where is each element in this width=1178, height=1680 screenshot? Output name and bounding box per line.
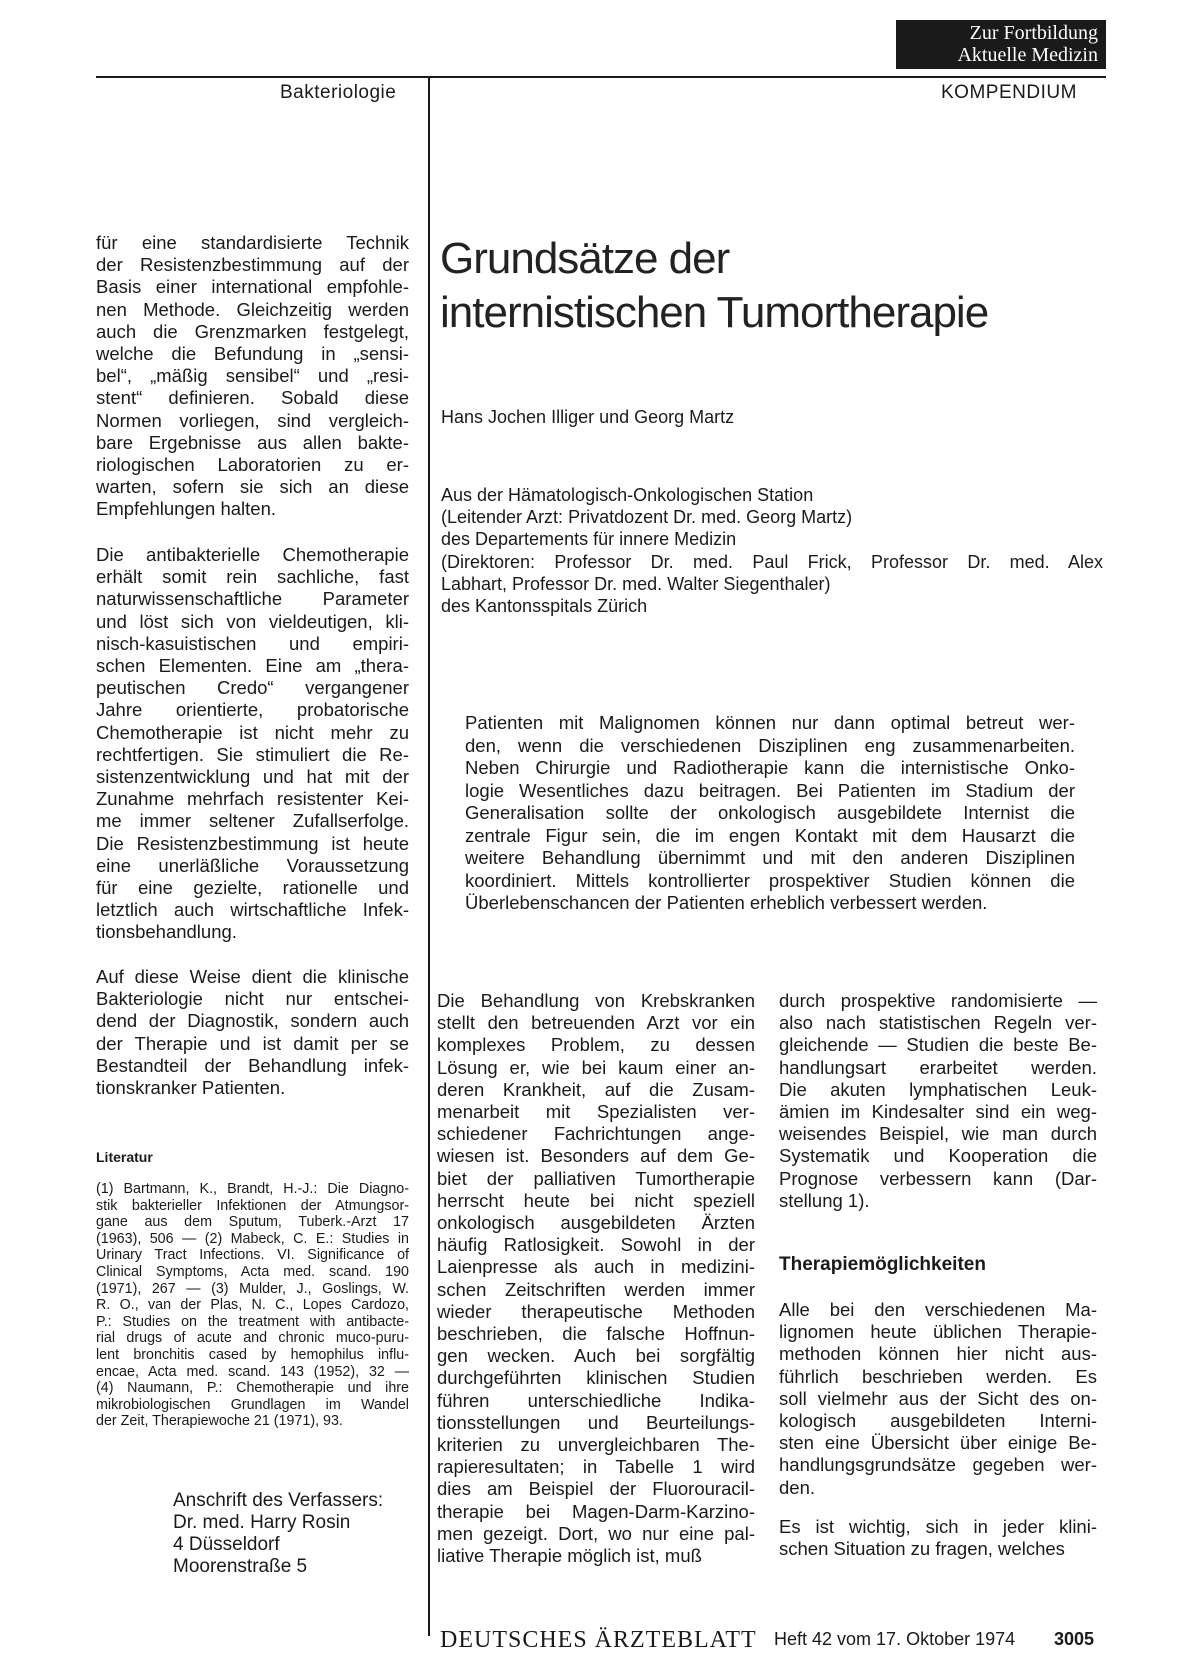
literature-line: (1963), 506 — (2) Mabeck, C. E.: Studies in xyxy=(96,1230,409,1247)
footer-page-number: 3005 xyxy=(1054,1629,1095,1649)
literature-line: mikrobiologischen Grundlagen im Wandel xyxy=(96,1396,409,1413)
affiliation-line: Aus der Hämatologisch-Onkologischen Station xyxy=(441,485,814,505)
left-paragraph-2 xyxy=(96,544,409,944)
literature-line: (4) Naumann, P.: Chemotherapie und ihre xyxy=(96,1380,409,1397)
left-paragraph-1 xyxy=(96,232,409,521)
footer-journal: DEUTSCHES ÄRZTEBLATT xyxy=(440,1627,757,1653)
text-line: den. xyxy=(779,1476,816,1498)
abstract-line: Generalisation sollte der onkologisch ausgebildete Internist die xyxy=(465,802,1075,823)
badge-line-2: Aktuelle Medizin xyxy=(957,44,1098,66)
column-divider xyxy=(428,76,430,1636)
text-line: Laienpresse als auch in medizini- xyxy=(437,1256,755,1278)
body-column-3-para-2 xyxy=(779,1299,1097,1499)
literature-line: Urinary Tract Infections. VI. Significance of xyxy=(96,1247,409,1264)
text-line: kologisch ausgebildeten Interni- xyxy=(779,1410,1097,1432)
text-line: durchgeführten klinischen Studien xyxy=(437,1367,755,1389)
text-line: therapie bei Magen-Darm-Karzino- xyxy=(437,1500,755,1522)
text-line: auch die Grenzmarken festgelegt, xyxy=(96,320,409,342)
abstract-line: den, wenn die verschiedenen Disziplinen eng zusammenarbeiten. xyxy=(465,734,1075,756)
text-line: herrscht heute bei nicht speziell xyxy=(437,1189,755,1211)
text-line: für eine standardisierte Technik xyxy=(96,232,409,253)
badge-line-1: Zur Fortbildung xyxy=(969,22,1098,44)
text-line: der Therapie und ist damit per se xyxy=(96,1032,409,1054)
affiliation-line: (Direktoren: Professor Dr. med. Paul Frick, Professor Dr. med. Alex xyxy=(441,551,1103,572)
text-line: Prognose verbessern kann (Dar- xyxy=(779,1167,1097,1189)
literature-line: lent bronchitis cased by hemophilus influ- xyxy=(96,1346,409,1363)
text-line: Die akuten lymphatischen Leuk- xyxy=(779,1078,1097,1100)
affiliation-line: (Leitender Arzt: Privatdozent Dr. med. Georg Martz) xyxy=(441,507,853,528)
text-line: nen Methode. Gleichzeitig werden xyxy=(96,298,409,320)
literature-line: rial drugs of acute and chronic muco-puru- xyxy=(96,1330,409,1347)
abstract-line: Überlebenschancen der Patienten erheblich verbessert werden. xyxy=(465,892,988,913)
text-line: bare Ergebnisse aus allen bakte- xyxy=(96,431,409,453)
text-line: Jahre orientierte, probatorische xyxy=(96,699,409,721)
text-line: erhält somit rein sachliche, fast xyxy=(96,566,409,588)
abstract-line: weitere Behandlung übernimmt und mit den anderen Disziplinen xyxy=(465,847,1075,868)
text-line: Systematik und Kooperation die xyxy=(779,1145,1097,1167)
address-line: 4 Düsseldorf xyxy=(173,1534,280,1555)
abstract-line: Patienten mit Malignomen können nur dann optimal betreut wer- xyxy=(465,712,1075,733)
literature-line: P.: Studies on the treatment with antibacte- xyxy=(96,1313,409,1330)
address-line: Moorenstraße 5 xyxy=(173,1556,308,1577)
text-line: Die Resistenzbestimmung ist heute xyxy=(96,832,409,854)
text-line: liative Therapie möglich ist, muß xyxy=(437,1545,702,1567)
text-line: welche die Befundung in „sensi- xyxy=(96,343,409,365)
literature-list xyxy=(96,1181,409,1430)
section-heading: Therapiemöglichkeiten xyxy=(779,1254,986,1275)
affiliation-line: des Departements für innere Medizin xyxy=(441,529,737,550)
left-paragraph-3 xyxy=(96,966,409,1099)
text-line: Lösung er, wie bei kaum einer an- xyxy=(437,1056,755,1078)
header-rule xyxy=(96,76,1106,78)
address-line: Dr. med. Harry Rosin xyxy=(173,1512,351,1533)
literature-line: gane aus dem Sputum, Tuberk.-Arzt 17 xyxy=(96,1214,409,1231)
text-line: Chemotherapie ist nicht mehr zu xyxy=(96,721,409,743)
text-line: stellung 1). xyxy=(779,1189,870,1211)
text-line: riologischen Laboratorien zu er- xyxy=(96,454,409,476)
text-line: führlich beschrieben werden. Es xyxy=(779,1365,1097,1387)
abstract-line: logie Wesentliches dazu beitragen. Bei Patienten im Stadium der xyxy=(465,779,1075,801)
text-line: ämien im Kindesalter sind ein weg- xyxy=(779,1101,1097,1123)
text-line: Die antibakterielle Chemotherapie xyxy=(96,544,409,565)
abstract-line: koordiniert. Mittels kontrollierter prospektiver Studien können die xyxy=(465,869,1075,891)
text-line: bel“, „mäßig sensibel“ und „resi- xyxy=(96,365,409,387)
literature-line: der Zeit, Therapiewoche 21 (1971), 93. xyxy=(96,1413,343,1430)
text-line: wiesen ist. Besonders auf dem Ge- xyxy=(437,1145,755,1167)
text-line: deren Krankheit, auf die Zusam- xyxy=(437,1078,755,1100)
text-line: naturwissenschaftliche Parameter xyxy=(96,588,409,610)
text-line: sistenzentwicklung und hat mit der xyxy=(96,766,409,788)
article-authors: Hans Jochen Illiger und Georg Martz xyxy=(441,407,735,427)
footer-issue: Heft 42 vom 17. Oktober 1974 xyxy=(774,1629,1016,1649)
literature-line: stik bakterieller Infektionen der Atmungsor- xyxy=(96,1197,409,1214)
article-title xyxy=(440,232,1140,340)
text-line: schen Zeitschriften werden immer xyxy=(437,1278,755,1300)
text-line: onkologisch ausgebildeten Ärzten xyxy=(437,1212,755,1234)
body-column-3-para-1 xyxy=(779,990,1097,1212)
text-line: schen Elementen. Eine am „thera- xyxy=(96,655,409,677)
text-line: gleichende — Studien die beste Be- xyxy=(779,1034,1097,1056)
text-line: soll vielmehr aus der Sicht des on- xyxy=(779,1387,1097,1409)
author-address xyxy=(173,1490,383,1578)
text-line: Es ist wichtig, sich in jeder klini- xyxy=(779,1516,1097,1537)
text-line: tionsstellungen und Beurteilungs- xyxy=(437,1411,755,1433)
literature-line: R. O., van der Plas, N. C., Lopes Cardozo, xyxy=(96,1297,409,1314)
text-line: rechtfertigen. Sie stimuliert die Re- xyxy=(96,743,409,765)
literature-line: (1) Bartmann, K., Brandt, H.-J.: Die Diagno- xyxy=(96,1181,409,1197)
text-line: also nach statistischen Regeln ver- xyxy=(779,1012,1097,1034)
text-line: komplexes Problem, zu dessen xyxy=(437,1034,755,1056)
literature-line: encae, Acta med. scand. 143 (1952), 32 — xyxy=(96,1363,409,1380)
text-line: tionsbehandlung. xyxy=(96,921,237,943)
text-line: peutischen Credo“ vergangener xyxy=(96,677,409,699)
right-rubric: KOMPENDIUM xyxy=(941,82,1077,103)
text-line: sten eine Übersicht über einige Be- xyxy=(779,1432,1097,1454)
text-line: stent“ definieren. Sobald diese xyxy=(96,387,409,409)
section-badge xyxy=(896,20,1106,69)
address-line: Anschrift des Verfassers: xyxy=(173,1490,384,1511)
text-line: für eine gezielte, rationelle und xyxy=(96,877,409,899)
text-line: weisendes Beispiel, wie man durch xyxy=(779,1123,1097,1145)
text-line: methoden können hier nicht aus- xyxy=(779,1343,1097,1365)
affiliation-line: des Kantonsspitals Zürich xyxy=(441,596,648,617)
abstract-line: zentrale Figur sein, die im engen Kontakt mit dem Hausarzt die xyxy=(465,824,1075,846)
text-line: menarbeit mit Spezialisten ver- xyxy=(437,1101,755,1123)
text-line: kriterien zu unvergleichbaren The- xyxy=(437,1434,755,1456)
text-line: beschrieben, die falsche Hoffnun- xyxy=(437,1323,755,1345)
title-line-2: internistischen Tumortherapie xyxy=(440,288,989,337)
article-affiliation xyxy=(441,484,1103,617)
text-line: warten, sofern sie sich an diese xyxy=(96,476,409,498)
body-column-3-para-3 xyxy=(779,1516,1097,1560)
text-line: führen unterschiedliche Indika- xyxy=(437,1389,755,1411)
text-line: Bestandteil der Behandlung infek- xyxy=(96,1054,409,1076)
text-line: Empfehlungen halten. xyxy=(96,498,276,520)
title-line-1: Grundsätze der xyxy=(440,234,730,283)
text-line: lignomen heute üblichen Therapie- xyxy=(779,1321,1097,1343)
literature-line: (1971), 267 — (3) Mulder, J., Goslings, W. xyxy=(96,1280,409,1297)
text-line: stellt den betreuenden Arzt vor ein xyxy=(437,1012,755,1034)
text-line: nisch-kasuistischen und empiri- xyxy=(96,632,409,654)
text-line: Auf diese Weise dient die klinische xyxy=(96,966,409,987)
literature-heading: Literatur xyxy=(96,1149,153,1165)
text-line: dies am Beispiel der Fluorouracil- xyxy=(437,1478,755,1500)
text-line: Bakteriologie nicht nur entschei- xyxy=(96,988,409,1010)
text-line: handlungsart erarbeitet werden. xyxy=(779,1056,1097,1078)
text-line: letztlich auch wirtschaftliche Infek- xyxy=(96,899,409,921)
text-line: men gezeigt. Dort, wo nur eine pal- xyxy=(437,1522,755,1544)
text-line: dend der Diagnostik, sondern auch xyxy=(96,1010,409,1032)
text-line: tionskranker Patienten. xyxy=(96,1077,286,1099)
abstract-line: Neben Chirurgie und Radiotherapie kann die internistische Onko- xyxy=(465,757,1075,778)
left-rubric: Bakteriologie xyxy=(280,82,397,103)
text-line: der Resistenzbestimmung auf der xyxy=(96,254,409,276)
body-column-2 xyxy=(437,990,755,1567)
text-line: häufig Ratlosigkeit. Sowohl in der xyxy=(437,1234,755,1256)
text-line: gen wecken. Auch bei sorgfältig xyxy=(437,1345,755,1367)
text-line: me immer seltener Zufallserfolge. xyxy=(96,810,409,832)
text-line: durch prospektive randomisierte — xyxy=(779,990,1097,1011)
text-line: Alle bei den verschiedenen Ma- xyxy=(779,1299,1097,1320)
text-line: und löst sich von vieldeutigen, kli- xyxy=(96,610,409,632)
text-line: rapieresultaten; in Tabelle 1 wird xyxy=(437,1456,755,1478)
affiliation-line: Labhart, Professor Dr. med. Walter Siegenthaler) xyxy=(441,573,831,594)
text-line: schiedener Fachrichtungen ange- xyxy=(437,1123,755,1145)
text-line: handlungsgrundsätze gegeben wer- xyxy=(779,1454,1097,1476)
text-line: Normen vorliegen, sind vergleich- xyxy=(96,409,409,431)
text-line: Zunahme mehrfach resistenter Kei- xyxy=(96,788,409,810)
literature-line: Clinical Symptoms, Acta med. scand. 190 xyxy=(96,1263,409,1280)
text-line: Die Behandlung von Krebskranken xyxy=(437,990,755,1011)
text-line: schen Situation zu fragen, welches xyxy=(779,1538,1065,1560)
article-abstract xyxy=(465,712,1075,915)
text-line: Basis einer international empfohle- xyxy=(96,276,409,298)
text-line: wieder therapeutische Methoden xyxy=(437,1300,755,1322)
text-line: eine unerläßliche Voraussetzung xyxy=(96,854,409,876)
text-line: biet der palliativen Tumortherapie xyxy=(437,1167,755,1189)
